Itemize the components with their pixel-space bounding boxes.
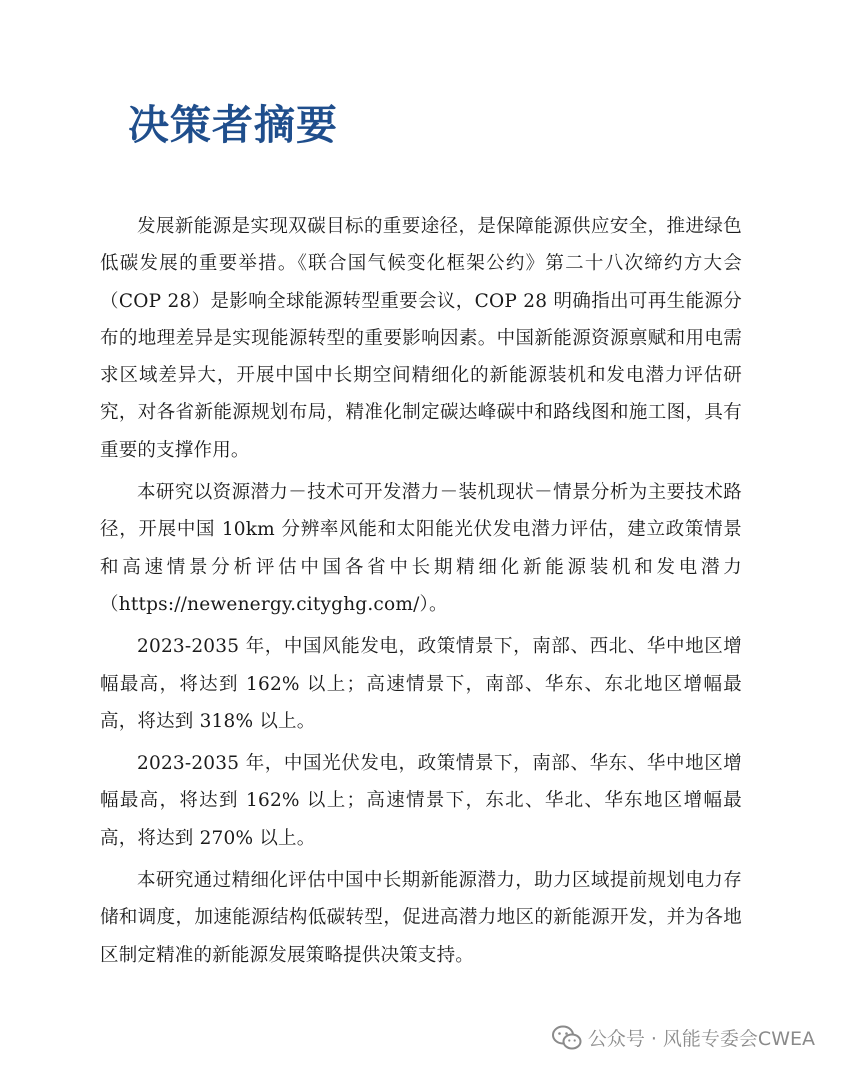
- summary-body: [100, 208, 742, 979]
- paragraph-1: 发展新能源是实现双碳目标的重要途径，是保障能源供应安全，推进绿色低碳发展的重要举措。《联合国气候变化框架公约》第二十八次缔约方大会（COP 28）是影响全球能源转型重要会议，COP 28 明确指出可再生能源分布的地理差异是实现能源转型的重要影响因素。中国新能源资源禀赋和用电需求区域差异大，开展中国中长期空间精细化的新能源装机和发电潜力评估研究，对各省新能源规划布局，精准化制定碳达峰碳中和路线图和施工图，具有重要的支撑作用。: [100, 216, 742, 461]
- paragraph-3: 2023-2035 年，中国风能发电，政策情景下，南部、西北、华中地区增幅最高，将达到 162% 以上；高速情景下，南部、华东、东北地区增幅最高，将达到 318% 以上。: [100, 636, 742, 732]
- paragraph-5: 本研究通过精细化评估中国中长期新能源潜力，助力区域提前规划电力存储和调度，加速能源结构低碳转型，促进高潜力地区的新能源开发，并为各地区制定精准的新能源发展策略提供决策支持。: [100, 870, 742, 966]
- paragraph-4: 2023-2035 年，中国光伏发电，政策情景下，南部、华东、华中地区增幅最高，将达到 162% 以上；高速情景下，东北、华北、华东地区增幅最高，将达到 270% 以上。: [100, 753, 742, 849]
- watermark: [552, 1024, 815, 1051]
- page-title: 决策者摘要: [128, 101, 338, 149]
- watermark-text: 公众号 · 风能专委会CWEA: [587, 1028, 815, 1050]
- paragraph-2: 本研究以资源潜力－技术可开发潜力－装机现状－情景分析为主要技术路径，开展中国 10km 分辨率风能和太阳能光伏发电潜力评估，建立政策情景和高速情景分析评估中国各省中长期精细化新能源装机和发电潜力（https://newenergy.cityghg.com/）。: [100, 482, 742, 615]
- wechat-icon: [552, 1025, 582, 1051]
